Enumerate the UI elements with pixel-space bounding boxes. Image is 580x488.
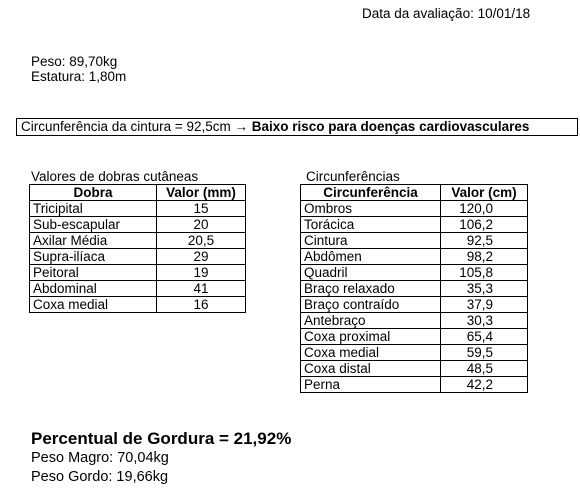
- column-header: Dobra: [30, 185, 157, 201]
- waist-risk-box: [16, 118, 578, 136]
- row-value: 120,0: [441, 201, 528, 217]
- row-label: Coxa distal: [301, 361, 441, 377]
- row-label: Peitoral: [30, 265, 157, 281]
- lean-weight: Peso Magro: 70,04kg: [31, 450, 169, 466]
- column-header: Valor (mm): [157, 185, 246, 201]
- table-header-row: [30, 185, 246, 201]
- height-text: Estatura: 1,80m: [31, 69, 127, 84]
- circumference-caption: Circunferências: [306, 169, 400, 184]
- row-label: Ombros: [301, 201, 441, 217]
- skinfold-caption: Valores de dobras cutâneas: [31, 169, 199, 184]
- row-value: 35,3: [441, 281, 528, 297]
- arrow-right-icon: →: [234, 119, 248, 134]
- row-label: Sub-escapular: [30, 217, 157, 233]
- waist-measure-text: Circunferência da cintura = 92,5cm: [21, 119, 235, 134]
- cardio-risk-text: Baixo risco para doenças cardiovasculares: [251, 119, 530, 134]
- row-value: 16: [157, 297, 246, 313]
- row-value: 48,5: [441, 361, 528, 377]
- table-row: [301, 217, 528, 233]
- row-value: 106,2: [441, 217, 528, 233]
- row-label: Abdominal: [30, 281, 157, 297]
- table-row: [30, 249, 246, 265]
- skinfold-table: [29, 184, 246, 313]
- row-value: 19: [157, 265, 246, 281]
- weight-text: Peso: 89,70kg: [31, 54, 118, 69]
- patient-info: [31, 54, 126, 84]
- row-label: Coxa medial: [30, 297, 157, 313]
- row-label: Supra-ilíaca: [30, 249, 157, 265]
- row-label: Braço relaxado: [301, 281, 441, 297]
- table-row: [301, 345, 528, 361]
- row-value: 20,5: [157, 233, 246, 249]
- table-row: [30, 265, 246, 281]
- table-row: [301, 329, 528, 345]
- table-row: [30, 281, 246, 297]
- row-label: Antebraço: [301, 313, 441, 329]
- table-row: [301, 233, 528, 249]
- row-value: 59,5: [441, 345, 528, 361]
- row-label: Cintura: [301, 233, 441, 249]
- row-value: 20: [157, 217, 246, 233]
- row-label: Axilar Média: [30, 233, 157, 249]
- row-label: Tricipital: [30, 201, 157, 217]
- row-value: 30,3: [441, 313, 528, 329]
- row-label: Perna: [301, 377, 441, 393]
- table-row: [301, 265, 528, 281]
- table-row: [301, 377, 528, 393]
- table-row: [301, 201, 528, 217]
- row-label: Braço contraído: [301, 297, 441, 313]
- row-label: Abdômen: [301, 249, 441, 265]
- row-value: 98,2: [441, 249, 528, 265]
- table-row: [301, 249, 528, 265]
- row-value: 41: [157, 281, 246, 297]
- row-label: Torácica: [301, 217, 441, 233]
- fat-weight: Peso Gordo: 19,66kg: [31, 469, 169, 485]
- table-row: [30, 297, 246, 313]
- table-row: [301, 313, 528, 329]
- table-header-row: [301, 185, 528, 201]
- column-header: Circunferência: [301, 185, 441, 201]
- circumference-table: [300, 184, 528, 393]
- row-label: Coxa medial: [301, 345, 441, 361]
- row-value: 92,5: [441, 233, 528, 249]
- row-value: 42,2: [441, 377, 528, 393]
- row-value: 65,4: [441, 329, 528, 345]
- table-row: [301, 361, 528, 377]
- body-fat-percentage: Percentual de Gordura = 21,92%: [31, 429, 292, 448]
- evaluation-date: Data da avaliação: 10/01/18: [362, 6, 531, 21]
- row-value: 15: [157, 201, 246, 217]
- row-value: 29: [157, 249, 246, 265]
- table-row: [30, 233, 246, 249]
- row-label: Quadril: [301, 265, 441, 281]
- table-row: [30, 201, 246, 217]
- row-label: Coxa proximal: [301, 329, 441, 345]
- table-row: [301, 281, 528, 297]
- table-row: [30, 217, 246, 233]
- column-header: Valor (cm): [441, 185, 528, 201]
- row-value: 105,8: [441, 265, 528, 281]
- table-row: [301, 297, 528, 313]
- row-value: 37,9: [441, 297, 528, 313]
